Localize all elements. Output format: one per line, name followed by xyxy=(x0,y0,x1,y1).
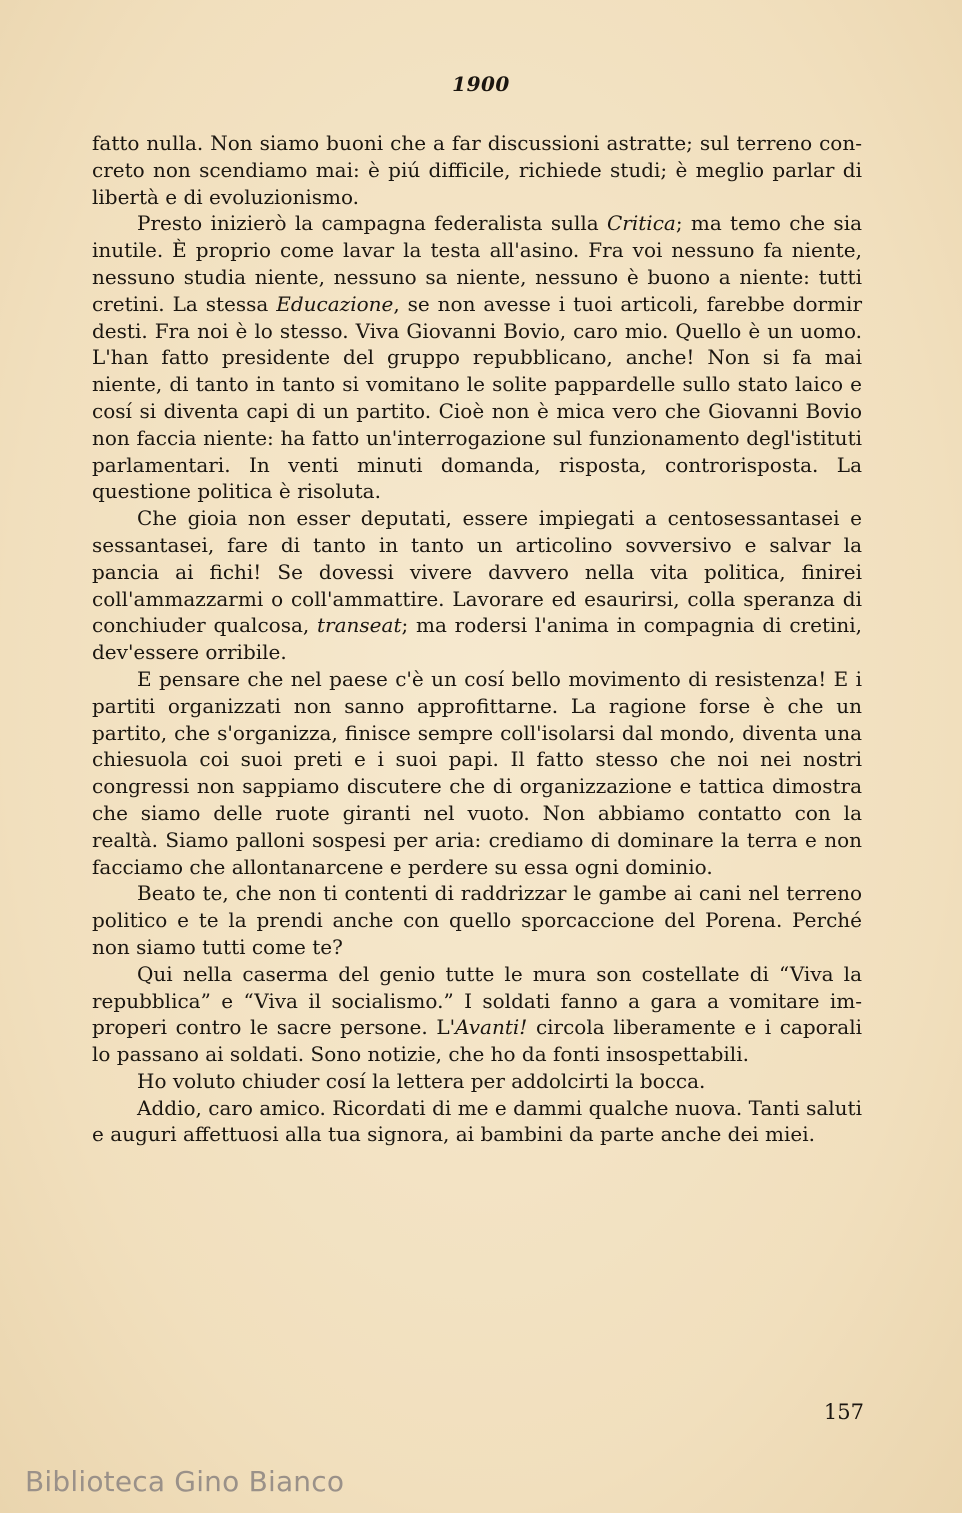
paragraph: Ho voluto chiuder cosí la lettera per addolcirti la bocca. xyxy=(137,1068,706,1093)
paragraph: fatto nulla. Non siamo buoni che a far discussioni astratte; sul terreno concreto non scendiamo mai: è piú difficile, richiede studi; è meglio parlar di libertà e di evoluzionismo. xyxy=(92,131,862,209)
italic-title: Critica xyxy=(607,211,676,236)
page-number: 157 xyxy=(823,1400,864,1424)
letter-body xyxy=(92,130,862,1148)
paragraph: Beato te, che non ti contenti di raddrizzar le gambe ai cani nel terreno politico e te la prendi anche con quello sporcaccione del Porena. Perché non siamo tutti come te? xyxy=(92,881,862,959)
paragraph: Che gioia non esser deputati, essere impiegati a centosessantasei e sessantasei, fare di tanto in tanto un articolino sovversivo e salvar la pancia ai fichi! Se dovessi vivere davvero nella vita politica, finirei coll'ammazzarmi o coll'ammattire. Lavorare ed esaurirsi, colla speranza di conchiuder qualcosa, transeat; ma rodersi l'anima in compagnia di cretini, dev'essere orribile. xyxy=(92,506,863,665)
paragraph: Qui nella caserma del genio tutte le mura son costellate di “Viva la repubblica” e “Viva il socialismo.” I soldati fanno a gara a vomitare improperi contro le sacre persone. L'Avanti! circola liberamente e i caporali lo passano ai soldati. Sono notizie, che ho da fonti insospettabili. xyxy=(92,961,862,1067)
paragraph: Addio, caro amico. Ricordati di me e dammi qualche nuova. Tanti saluti e auguri affettuosi alla tua signora, ai bambini da parte anche dei miei. xyxy=(92,1095,862,1147)
running-header: 1900 xyxy=(452,72,510,96)
paragraph: Presto inizierò la campagna federalista sulla Critica; ma temo che sia inutile. È proprio come lavar la testa all'asino. Fra voi nessuno fa niente, nessuno studia niente, nessuno sa niente, nessuno è buono a niente: tutti cretini. La stessa Educazione, se non avesse i tuoi articoli, farebbe dormir desti. Fra noi è lo stesso. Viva Giovanni Bovio, caro mio. Quello è un uomo. L'han fatto presidente del gruppo repubblicano, anche! Non si fa mai niente, di tanto in tanto si vomitano le solite pappardelle sullo stato laico e cosí si diventa capi di un partito. Cioè non è mica vero che Giovanni Bovio non faccia niente: ha fatto un'interrogazione sul funzionamento degl'istituti parlamentari. In venti minuti domanda, risposta, controrisposta. La questione politica è risoluta. xyxy=(92,211,863,504)
paragraph: E pensare che nel paese c'è un cosí bello movimento di resistenza! E i partiti organizzati non sanno approfittarne. La ragione forse è che un partito, che s'organizza, finisce sempre coll'isolarsi dal mondo, diventa una chiesuola coi suoi preti e i suoi papi. Il fatto stesso che noi nei nostri congressi non sappiamo discutere che di organizzazione e tattica dimostra che siamo delle ruote giranti nel vuoto. Non abbiamo contatto con la realtà. Siamo palloni sospesi per aria: crediamo di dominare la terra e non facciamo che allontanarcene e perdere su essa ogni dominio. xyxy=(92,666,862,879)
library-watermark: Biblioteca Gino Bianco xyxy=(25,1465,345,1498)
italic-term: transeat xyxy=(317,613,402,638)
italic-title: Educazione xyxy=(276,291,394,316)
italic-title: Avanti! xyxy=(455,1015,528,1040)
